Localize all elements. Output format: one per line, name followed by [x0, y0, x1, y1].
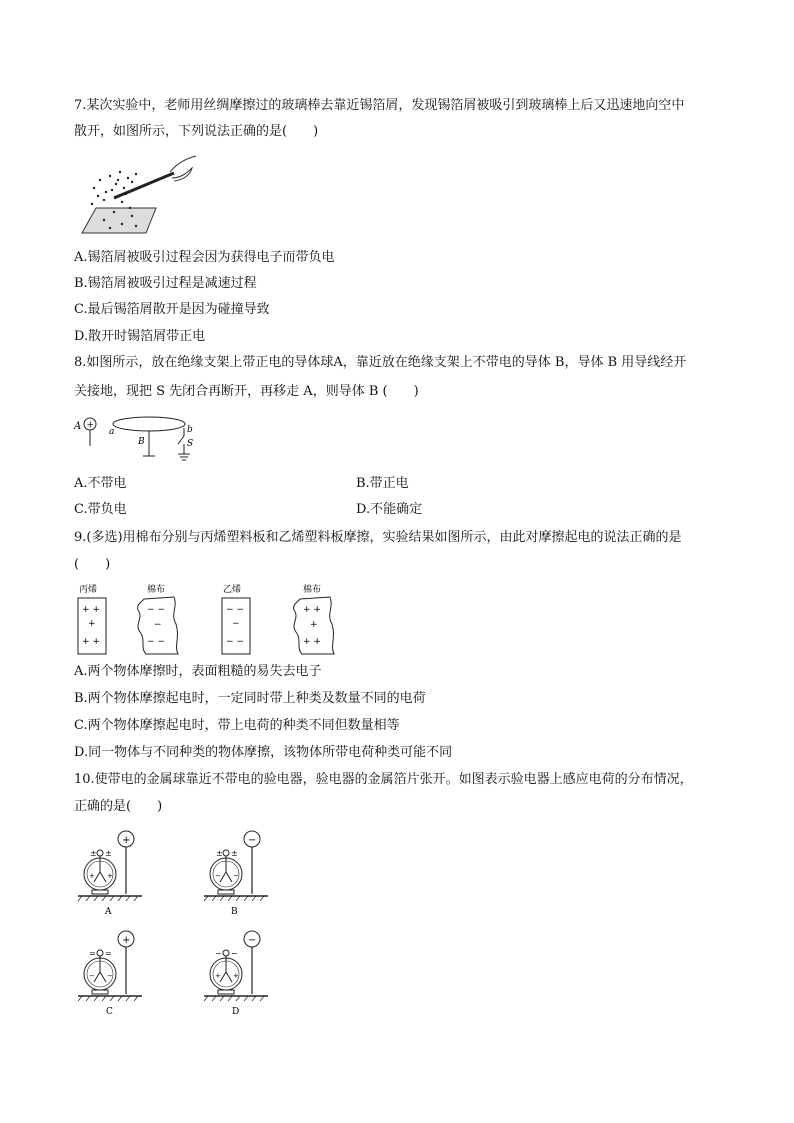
svg-text:±: ±: [231, 849, 238, 858]
svg-text:− −: − −: [226, 605, 244, 615]
svg-text:−: −: [89, 972, 95, 980]
svg-text:− −: − −: [147, 605, 165, 615]
q7-option-d: D.散开时锡箔屑带正电: [74, 329, 206, 344]
label-a: A: [105, 907, 112, 917]
q8-stem-line1: 8.如图所示，放在绝缘支架上带正电的导体球A，靠近放在绝缘支架上不带电的导体 B，导体 B 用导线经开: [74, 355, 687, 370]
svg-text:− −: − −: [226, 637, 244, 647]
ball-sign-c: +: [122, 935, 131, 946]
label-b: B: [231, 907, 238, 917]
svg-text:−: −: [215, 872, 221, 880]
q9-option-a: A.两个物体摩擦时，表面粗糙的易失去电子: [74, 664, 322, 679]
label-a: a: [109, 427, 115, 437]
q7-stem-line2: 散开，如图所示，下列说法正确的是( ): [74, 124, 319, 139]
q10-figure-electroscope-a: [74, 826, 144, 918]
label-c: C: [106, 1007, 113, 1017]
q9-stem-line1: 9.(多选)用棉布分别与丙烯塑料板和乙烯塑料板摩擦，实验结果如图所示，由此对摩擦起电的说法正确的是: [74, 530, 682, 545]
svg-text:±: ±: [216, 849, 223, 858]
svg-text:=: =: [105, 949, 112, 958]
svg-text:−: −: [215, 949, 222, 958]
q7-option-b: B.锡箔屑被吸引过程是减速过程: [74, 276, 257, 291]
q10-figure-electroscope-c: [74, 926, 144, 1018]
svg-text:− −: − −: [147, 637, 165, 647]
q9-option-c: C.两个物体摩擦起电时，带上电荷的种类不同但数量相等: [74, 718, 400, 733]
q8-option-d: D.不能确定: [356, 502, 423, 517]
label-plus: +: [86, 420, 95, 431]
svg-text:+: +: [233, 972, 239, 980]
label-cotton-1: 棉布: [147, 585, 166, 595]
label-A: A: [74, 421, 82, 432]
svg-text:+: +: [215, 972, 221, 980]
q10-stem-line2: 正确的是( ): [74, 799, 163, 814]
svg-text:±: ±: [105, 849, 112, 858]
q9-stem-line2: ( ): [74, 557, 111, 572]
label-B: B: [138, 437, 145, 447]
svg-text:−: −: [233, 872, 239, 880]
label-d: D: [232, 1007, 240, 1017]
q10-figure-electroscope-d: [200, 926, 270, 1018]
q9-option-b: B.两个物体摩擦起电时，一定同时带上种类及数量不同的电荷: [74, 691, 426, 706]
q8-option-b: B.带正电: [356, 476, 409, 491]
svg-text:+ +: + +: [82, 605, 100, 615]
q7-figure-glass-rod-tin-foil: [74, 150, 204, 240]
svg-text:+ +: + +: [303, 605, 321, 615]
q7-option-c: C.最后锡箔屑散开是因为碰撞导致: [74, 302, 270, 317]
svg-text:+: +: [89, 872, 95, 880]
svg-text:+ +: + +: [303, 637, 321, 647]
label-propylene: 丙烯: [79, 585, 98, 595]
svg-text:−: −: [231, 949, 238, 958]
q8-option-c: C.带负电: [74, 502, 127, 517]
q8-stem-line2: 关接地，现把 S 先闭合再断开，再移走 A，则导体 B ( ): [74, 384, 419, 399]
q7-stem-line1: 7.某次实验中，老师用丝绸摩擦过的玻璃棒去靠近锡箔屑，发现锡箔屑被吸引到玻璃棒上后又迅速地向空中: [74, 98, 685, 113]
label-cotton-2: 棉布: [303, 585, 322, 595]
svg-text:−: −: [232, 619, 240, 629]
svg-text:+: +: [310, 620, 318, 630]
svg-text:+ +: + +: [82, 637, 100, 647]
ball-sign-d: −: [248, 935, 257, 946]
label-b: b: [187, 425, 193, 435]
svg-text:+: +: [88, 619, 96, 629]
ball-sign-b: −: [248, 835, 257, 846]
q9-option-d: D.同一物体与不同种类的物体摩擦，该物体所带电荷种类可能不同: [74, 745, 453, 760]
svg-text:−: −: [107, 972, 113, 980]
label-ethylene: 乙烯: [223, 585, 242, 595]
q10-stem-line1: 10.使带电的金属球靠近不带电的验电器，验电器的金属箔片张开。如图表示验电器上感应电荷的分布情况，: [74, 772, 693, 787]
svg-text:−: −: [154, 620, 162, 630]
q9-figure-friction-charges: [74, 582, 344, 658]
q7-option-a: A.锡箔屑被吸引过程会因为获得电子而带负电: [74, 250, 335, 265]
label-S: S: [187, 439, 194, 449]
svg-text:±: ±: [90, 849, 97, 858]
q10-figure-electroscope-b: [200, 826, 270, 918]
q8-figure-conductor-circuit: [72, 410, 212, 466]
svg-text:=: =: [89, 949, 96, 958]
q8-option-a: A.不带电: [74, 476, 127, 491]
ball-sign-a: +: [122, 835, 131, 846]
svg-text:+: +: [107, 872, 113, 880]
